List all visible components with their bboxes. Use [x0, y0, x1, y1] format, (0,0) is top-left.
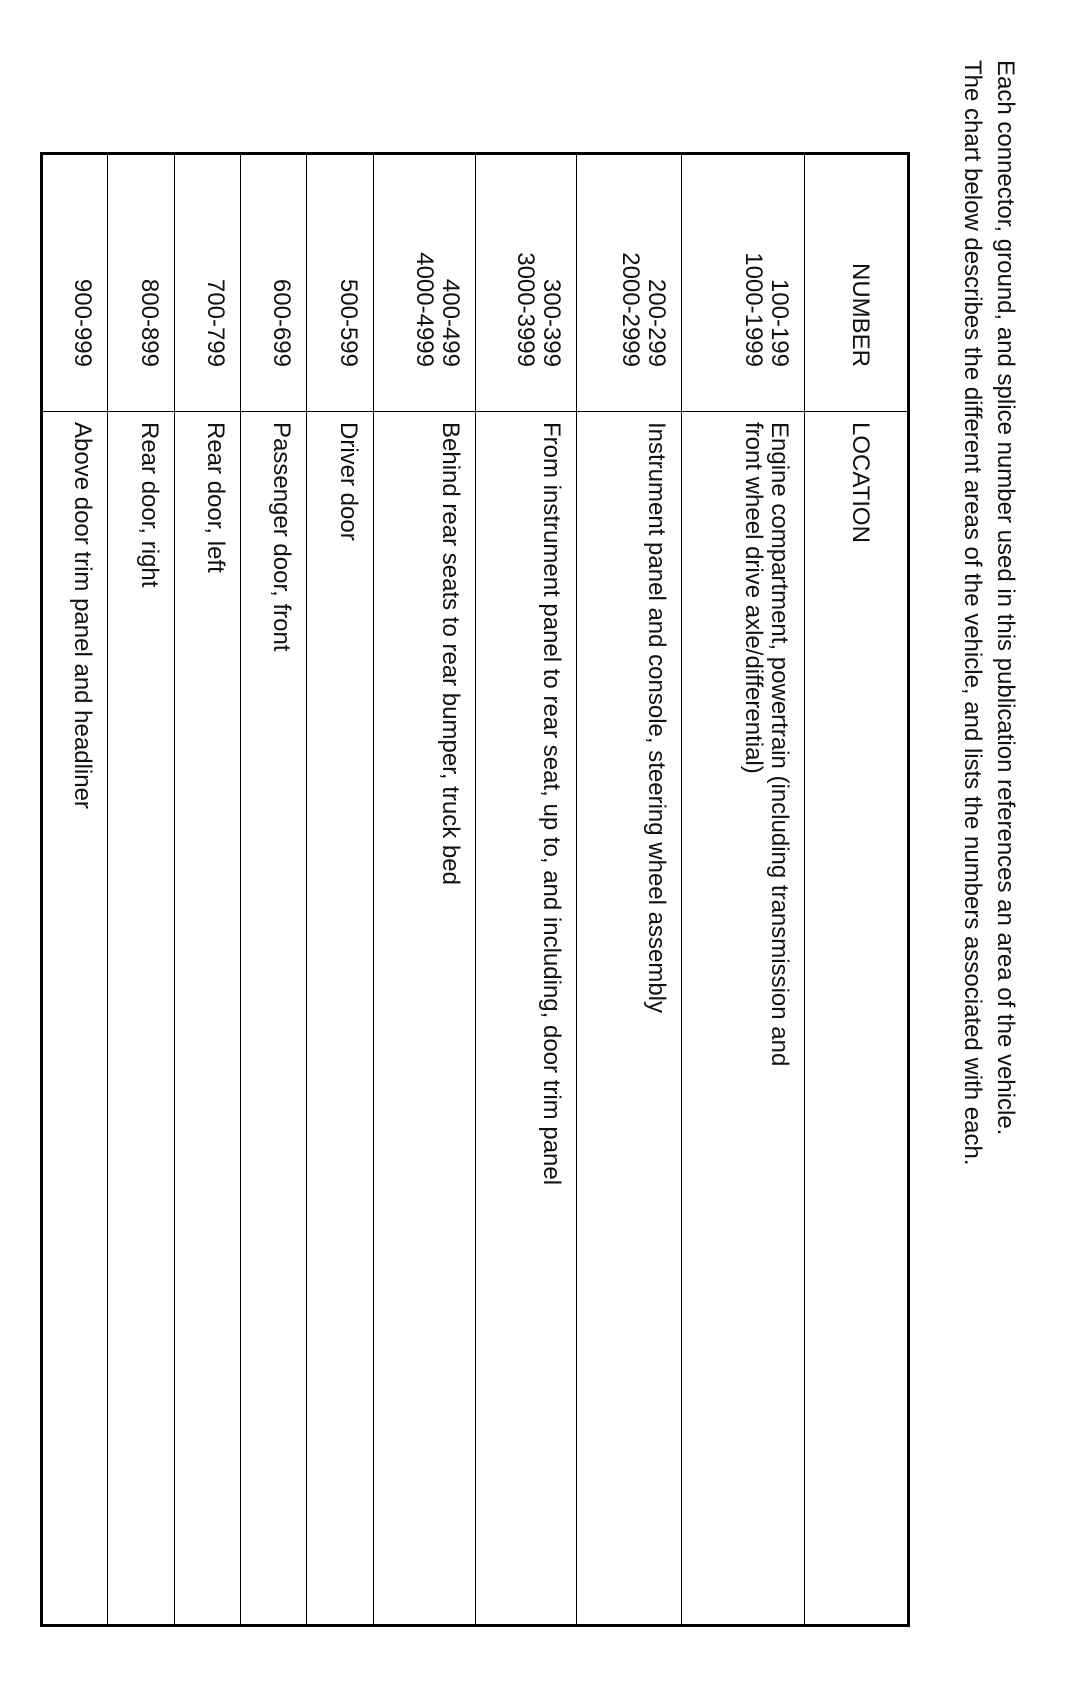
number-cell: 400-499 4000-4999	[373, 154, 475, 412]
number-cell: 100-199 1000-1999	[681, 154, 804, 412]
number-cell: 800-899	[108, 154, 174, 412]
intro-line-2: The chart below describes the different areas of the vehicle, and lists the numbers associated with each.	[959, 60, 986, 1166]
location-cell: Instrument panel and console, steering wheel assembly	[577, 412, 681, 1626]
location-cell: Above door trim panel and headliner	[42, 412, 108, 1626]
table-row	[475, 154, 577, 1626]
number-cell: 300-399 3000-3999	[475, 154, 577, 412]
table-header-row	[804, 154, 908, 1626]
table-row	[174, 154, 240, 1626]
intro-line-1: Each connector, ground, and splice number used in this publication references an area of the vehicle.	[992, 60, 1019, 1136]
table-row	[307, 154, 373, 1626]
location-cell: Behind rear seats to rear bumper, truck bed	[373, 412, 475, 1626]
location-cell: Passenger door, front	[241, 412, 307, 1626]
number-cell: 500-599	[307, 154, 373, 412]
table-row	[241, 154, 307, 1626]
number-cell: 700-799	[174, 154, 240, 412]
number-cell: 200-299 2000-2999	[577, 154, 681, 412]
location-column-header: LOCATION	[804, 412, 908, 1626]
location-cell: Engine compartment, powertrain (including transmission and front wheel drive axle/differential)	[681, 412, 804, 1626]
location-cell: From instrument panel to rear seat, up to, and including, door trim panel	[475, 412, 577, 1626]
number-column-header: NUMBER	[804, 154, 908, 412]
location-cell: Driver door	[307, 412, 373, 1626]
table-row	[373, 154, 475, 1626]
table-row	[681, 154, 804, 1626]
table-row	[577, 154, 681, 1626]
connector-location-table	[40, 152, 910, 1627]
location-cell: Rear door, left	[174, 412, 240, 1626]
number-cell: 600-699	[241, 154, 307, 412]
location-cell: Rear door, right	[108, 412, 174, 1626]
intro-text	[956, 60, 1022, 1640]
table-row	[42, 154, 108, 1626]
table-row	[108, 154, 174, 1626]
number-cell: 900-999	[42, 154, 108, 412]
